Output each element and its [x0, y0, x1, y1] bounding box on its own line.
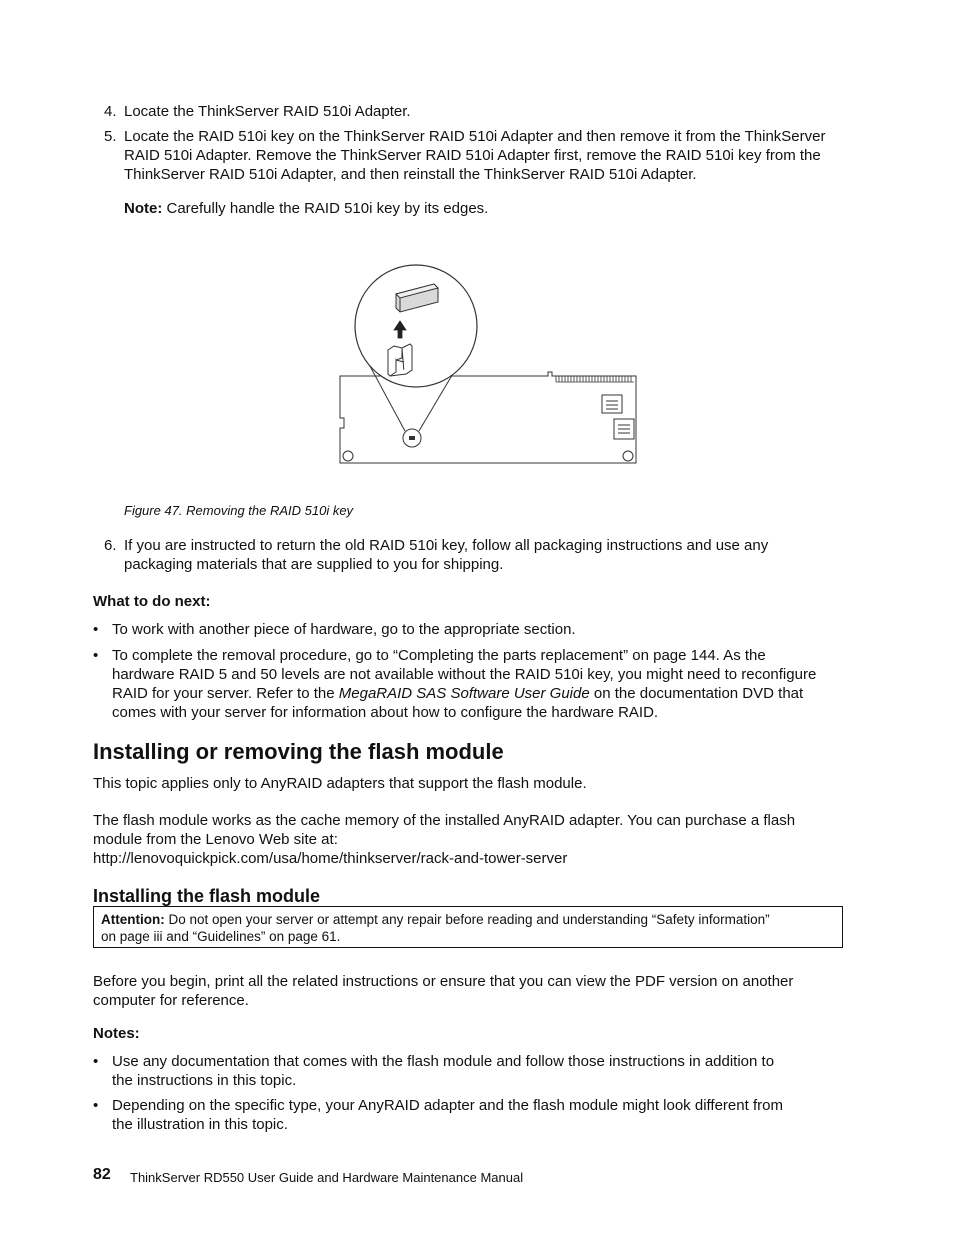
board-connector-pins [556, 376, 634, 382]
step-4-number: 4. [104, 103, 117, 120]
figure-caption: Figure 47. Removing the RAID 510i key [124, 503, 354, 518]
next-bullet-1: To work with another piece of hardware, go to the appropriate section. [112, 621, 576, 638]
step-5-line: ThinkServer RAID 510i Adapter, and then reinstall the ThinkServer RAID 510i Adapter. [124, 166, 697, 183]
mounting-hole [343, 451, 353, 461]
note-text: Carefully handle the RAID 510i key by its edges. [166, 200, 489, 217]
attention-label: Attention: [101, 912, 165, 927]
step-5-text [124, 127, 854, 184]
board-port-upper [602, 395, 622, 413]
note-bullet-1 [112, 1052, 852, 1090]
section-title: Installing or removing the flash module [93, 739, 504, 764]
attention-line [101, 911, 835, 928]
step-5-line: Locate the RAID 510i key on the ThinkServer RAID 510i Adapter and then remove it from the ThinkServer [124, 128, 826, 145]
subsection-title: Installing the flash module [93, 886, 321, 906]
bullet-line-part: on the documentation DVD that [589, 685, 804, 702]
adapter-board [340, 372, 636, 463]
board-port-lower [614, 419, 634, 439]
mounting-hole [623, 451, 633, 461]
step-5-line: RAID 510i Adapter. Remove the ThinkServer RAID 510i Adapter first, remove the RAID 510i key from the [124, 147, 821, 164]
raid-key-removal-illustration [330, 258, 650, 473]
page-number: 82 [93, 1166, 111, 1183]
bullet: • [93, 647, 99, 664]
step-6-number: 6. [104, 537, 117, 554]
bullet-line: Depending on the specific type, your AnyRAID adapter and the flash module might look different from [112, 1097, 783, 1114]
footer-title: ThinkServer RD550 User Guide and Hardware Maintenance Manual [130, 1170, 524, 1185]
bullet-line: hardware RAID 5 and 50 levels are not available without the RAID 510i key, you might need to reconfigure [112, 666, 817, 683]
bullet: • [93, 621, 99, 638]
bullet-line-part: RAID for your server. Refer to the [112, 685, 339, 702]
step-4-text: Locate the ThinkServer RAID 510i Adapter. [124, 103, 411, 120]
step-5-number: 5. [104, 128, 117, 145]
note-label: Note: [124, 200, 163, 217]
paragraph-line: module from the Lenovo Web site at: [93, 831, 338, 848]
magnified-view-circle [355, 265, 477, 387]
bullet-line: To complete the removal procedure, go to “Completing the parts replacement” on page 144. As the [112, 647, 766, 664]
guide-title-reference: MegaRAID SAS Software User Guide [338, 685, 590, 702]
what-to-do-next-heading: What to do next: [93, 593, 211, 610]
note-bullet-2 [112, 1096, 852, 1134]
paragraph-line: The flash module works as the cache memory of the installed AnyRAID adapter. You can purchase a flash [93, 812, 796, 829]
notes-heading: Notes: [93, 1025, 140, 1042]
bullet-line [112, 684, 852, 703]
bullet-line: comes with your server for information about how to configure the hardware RAID. [112, 704, 659, 721]
bullet-line: the illustration in this topic. [112, 1116, 288, 1133]
paragraph-line: computer for reference. [93, 992, 249, 1009]
next-bullet-2 [112, 646, 852, 722]
bullet: • [93, 1053, 99, 1070]
bullet-line: Use any documentation that comes with the flash module and follow those instructions in addition to [112, 1053, 775, 1070]
step-6-text [124, 536, 854, 574]
bullet-line: the instructions in this topic. [112, 1072, 297, 1089]
attention-box [93, 906, 843, 948]
key-socket [409, 436, 415, 440]
step-6-line: packaging materials that are supplied to you for shipping. [124, 556, 504, 573]
attention-text: Do not open your server or attempt any repair before reading and understanding “Safety information” [168, 912, 770, 927]
section-intro: This topic applies only to AnyRAID adapters that support the flash module. [93, 775, 587, 792]
section-paragraph [93, 811, 853, 868]
before-you-begin [93, 972, 853, 1010]
attention-line: on page iii and “Guidelines” on page 61. [101, 929, 341, 944]
note [124, 199, 854, 218]
paragraph-line: Before you begin, print all the related instructions or ensure that you can view the PDF version on another [93, 973, 794, 990]
lenovo-web-url: http://lenovoquickpick.com/usa/home/thinkserver/rack-and-tower-server [93, 850, 568, 867]
step-6-line: If you are instructed to return the old RAID 510i key, follow all packaging instructions and use any [124, 537, 769, 554]
bullet: • [93, 1097, 99, 1114]
